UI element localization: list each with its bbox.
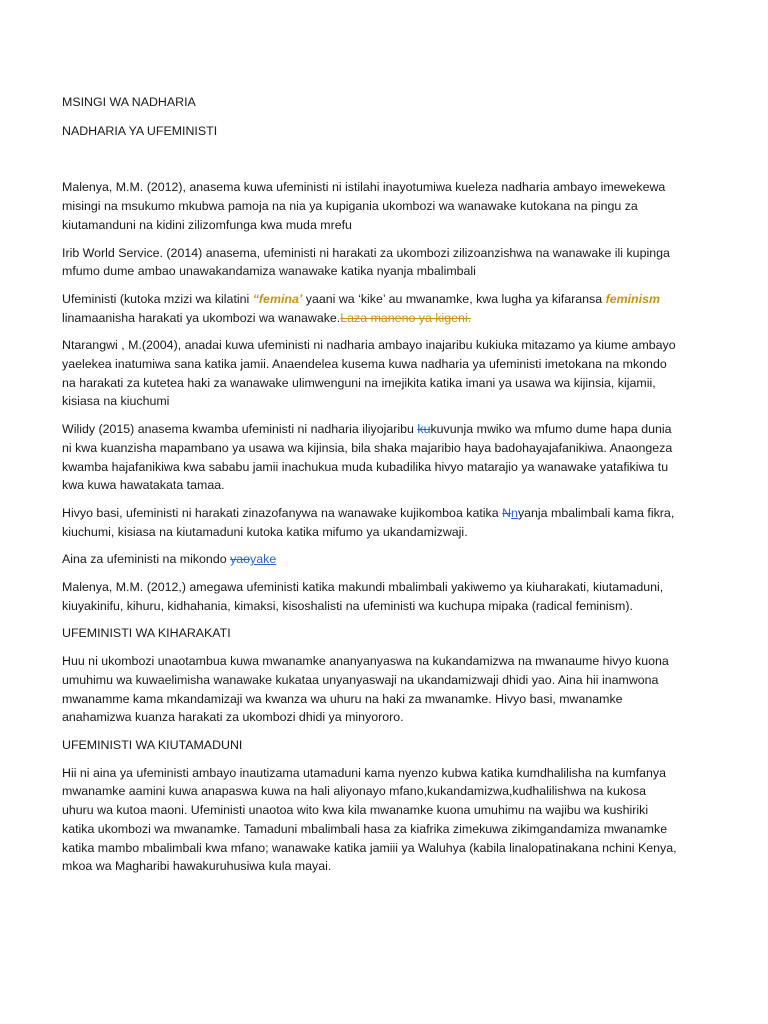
heading-nadharia: NADHARIA YA UFEMINISTI xyxy=(62,123,218,138)
text-run: Ufeministi (kutoka mzizi wa kilatini xyxy=(62,291,253,306)
text-run: Wilidy (2015) anasema kwamba ufeministi ni nadharia iliyojaribu xyxy=(62,422,418,437)
paragraph-malenya: Malenya, M.M. (2012), anasema kuwa ufeministi ni istilahi inayotumiwa kueleza nadharia ambayo imewekewa misingi na msukumo mkubwa pamoja na nia ya kupigania ukombozi wa wanawake kutokana na pingu za kiutamanduni na kidini zilizomfunga kwa muda mrefu xyxy=(62,180,666,232)
paragraph-ufeministi-origin xyxy=(62,290,678,327)
heading-kiutamaduni: UFEMINISTI WA KIUTAMADUNI xyxy=(62,737,243,752)
empty-line xyxy=(62,151,678,178)
text-run: Hivyo basi, ufeministi ni harakati zinazofanywa na wanawake kujikomboa katika xyxy=(62,505,503,520)
text-run: kuvunja mwiko wa mfumo dume hapa dunia ni kwa kuanzisha mapambano ya usawa wa kijinsia, bila shaka majaribio haya badohayajafanikiwa. Anaongeza kwamba hajafanikiwa kwa sababu jamii inachukua muda kubadilika hivyo matarajio ya wanawake yatafikiwa tu kwa kuwa hawatakata tamaa. xyxy=(62,422,673,493)
paragraph-irib: Irib World Service. (2014) anasema, ufeministi ni harakati za ukombozi zilizoanzishwa na wanawake ili kupinga mfumo dume ambao unawakandamiza wanawake katika nyanja mbalimbali xyxy=(62,245,670,279)
text-run: linamaanisha harakati ya ukombozi wa wanawake. xyxy=(62,310,341,325)
tracked-insertion[interactable]: n xyxy=(511,505,518,520)
tracked-deletion[interactable]: N xyxy=(502,505,512,520)
highlighted-term-feminism: feminism xyxy=(605,291,660,306)
tracked-deletion[interactable]: ku xyxy=(417,422,431,437)
paragraph-aina xyxy=(62,550,678,569)
paragraph-kiharakati: Huu ni ukombozi unaotambua kuwa mwanamke ananyanyaswa na kukandamizwa na mwanaume hivyo kuona umuhimu wa kuwaelimisha wanawake kukataa unyanyaswaji na ukandamizwaji dhidi yao. Aina hii inamwona mwanamme kama mkandamizaji wa kwanza wa uhuru na haki za mwanamke. Hivyo basi, mwanamke anahamizwa kuanza harakati za ukombozi dhidi ya minyororo. xyxy=(62,654,669,725)
heading-kiharakati: UFEMINISTI WA KIHARAKATI xyxy=(62,626,231,641)
text-run: yanja mbalimbali kama fikra, kiuchumi, kisiasa na kiutamaduni kutoka katika mifumo ya ukandamizwaji. xyxy=(62,505,675,539)
paragraph-wilidy xyxy=(62,420,678,495)
highlighted-term-femina: “femina’ xyxy=(252,291,303,306)
tracked-insertion[interactable]: yake xyxy=(250,552,277,567)
paragraph-kiutamaduni: Hii ni aina ya ufeministi ambayo inautizama utamaduni kama nyenzo kubwa katika kumdhalilisha na kumfanya mwanamke aamini kuwa anapaswa kuwa na hali aliyonayo mfano,kukandamizwa,kudhalilishwa na kukosa uhuru wa kutoa maoni. Ufeministi unaotoa wito kwa kila mwanamke kuona umuhimu na wajibu wa kushiriki katika ukombozi wa mwanamke. Tamaduni mbalimbali hasa za kiafrika zimekuwa zikimgandamiza mwanamke katika mambo mbalimbali kwa mfano; wanawake katika jamiii ya Waluhya (kabila linalopatinakana nchini Kenya, mkoa wa Magharibi hawakuruhusiwa kula mayai. xyxy=(62,765,677,874)
heading-msingi: MSINGI WA NADHARIA xyxy=(62,95,196,109)
paragraph-malenya-makundi: Malenya, M.M. (2012,) amegawa ufeministi katika makundi mbalimbali yakiwemo ya kiuharakati, kiutamaduni, kiuyakinifu, kihuru, kidhahania, kimaksi, kisoshalisti na ufeministi wa kuchupa mipaka (radical feminism). xyxy=(62,580,664,613)
paragraph-ntarangwi: Ntarangwi , M.(2004), anadai kuwa ufeministi ni nadharia ambayo inajaribu kukiuka mitazamo ya kiume ambayo yaelekea inatumiwa sana katika jamii. Anaendelea kusema kuwa nadharia ya ufeministi imetokana na mkondo na harakati za kutetea haki za wanawake ulimwenguni na imejikita katika imani ya usawa wa kijinsia, kijamii, kisiasa na kiuchumi xyxy=(62,338,676,409)
paragraph-hivyo-basi xyxy=(62,504,678,541)
tracked-deletion[interactable]: Laza maneno ya kigeni. xyxy=(340,310,472,325)
text-run: Aina za ufeministi na mikondo xyxy=(62,552,231,567)
text-run: yaani wa ‘kike’ au mwanamke, kwa lugha ya kifaransa xyxy=(302,291,606,306)
tracked-deletion[interactable]: yao xyxy=(230,552,251,567)
